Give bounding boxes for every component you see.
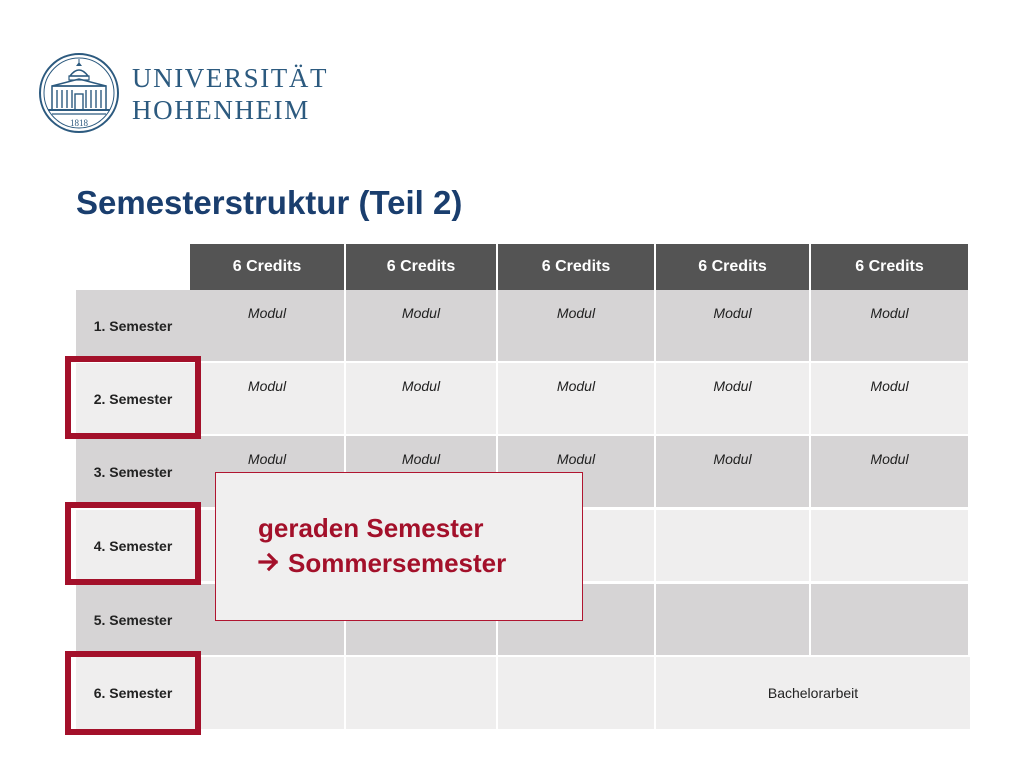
row-label: 6. Semester [76,657,190,731]
column-header: 6 Credits [811,244,970,290]
callout-line-1: geraden Semester [258,513,484,543]
table-cell: Modul [811,436,970,509]
row-label: 2. Semester [76,363,190,436]
highlight-frame-semester-4 [65,502,201,585]
column-header: 6 Credits [656,244,811,290]
table-cell: Modul [346,363,498,436]
row-label: 1. Semester [76,290,190,363]
table-cell: Modul [656,290,811,363]
logo-line-2: HOHENHEIM [132,95,310,125]
table-cell [498,657,656,731]
table-cell [811,510,970,583]
table-cell: Modul [190,363,346,436]
table-cell: Modul [498,436,656,509]
logo-wordmark [132,62,328,126]
callout-line-2 [258,548,506,579]
table-cell: Modul [190,436,346,509]
table-cell: Modul [656,363,811,436]
bachelor-thesis-cell: Bachelorarbeit [656,657,970,731]
table-cell: Modul [498,290,656,363]
table-cell: Modul [346,290,498,363]
table-cell: Modul [190,290,346,363]
table-cell: Modul [656,436,811,509]
row-label: 3. Semester [76,436,190,509]
university-logo [38,52,348,134]
right-arrow-icon [258,548,280,579]
row-label: 4. Semester [76,510,190,583]
seal-year: 1818 [70,118,88,128]
table-cell: Modul [498,363,656,436]
column-header: 6 Credits [190,244,346,290]
logo-line-1: UNIVERSITÄT [132,63,329,93]
table-cell [190,657,346,731]
table-cell [346,657,498,731]
highlight-frame-semester-6 [65,651,201,735]
callout-line-2-text: Sommersemester [288,548,507,578]
row-label: 5. Semester [76,584,190,657]
table-cell [656,510,811,583]
table-cell [656,584,811,657]
university-seal-icon [38,52,120,134]
highlight-frame-semester-2 [65,356,201,439]
callout-box [215,472,583,621]
column-header: 6 Credits [346,244,498,290]
page-title: Semesterstruktur (Teil 2) [76,184,463,221]
table-cell: Modul [811,290,970,363]
table-cell: Modul [346,436,498,509]
column-header: 6 Credits [498,244,656,290]
table-cell: Modul [811,363,970,436]
table-cell [811,584,970,657]
